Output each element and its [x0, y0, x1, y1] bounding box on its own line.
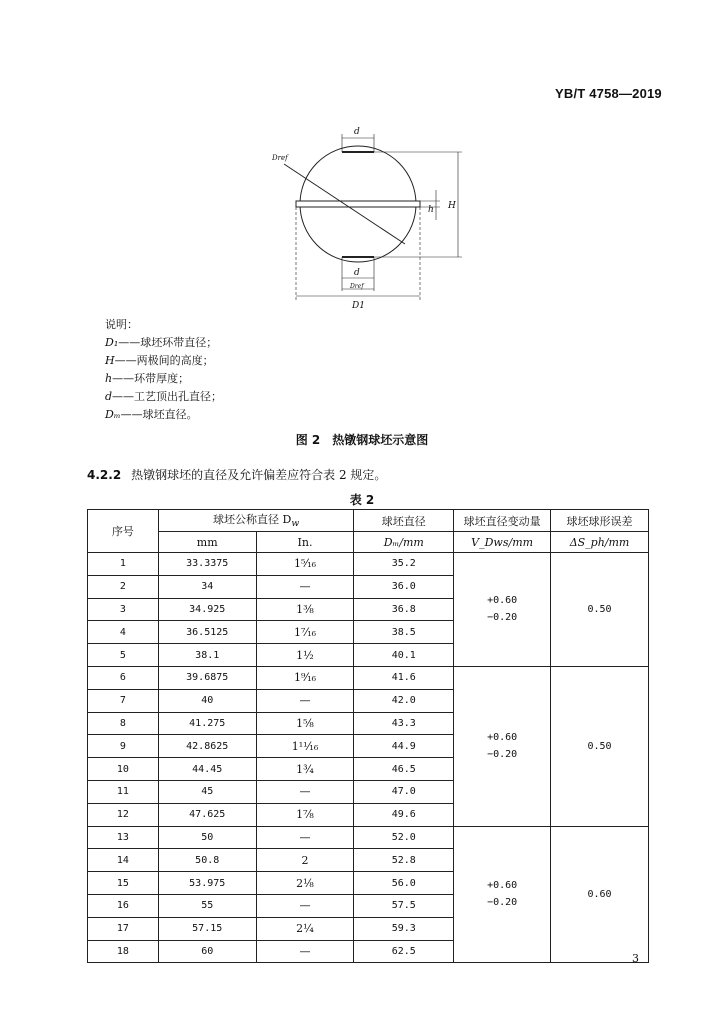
cell-inch: —: [256, 689, 354, 712]
label-d-ref-bottom: Dref: [350, 283, 364, 290]
table-title: 表 2: [349, 493, 375, 507]
cell-seq: 4: [88, 621, 159, 644]
cell-seq: 12: [88, 803, 159, 826]
ball-blank-diagram: [262, 120, 482, 320]
cell-seq: 9: [88, 735, 159, 758]
cell-form-error: 0.50: [551, 553, 649, 667]
diameter-table: [87, 509, 649, 963]
cell-form-error: 0.60: [551, 826, 649, 963]
label-h: h: [428, 205, 434, 215]
cell-inch: 1⁹⁄₁₆: [256, 666, 354, 689]
cell-mm: 36.5125: [158, 621, 256, 644]
cell-dm: 36.8: [354, 598, 454, 621]
cell-mm: 53.975: [158, 872, 256, 895]
table-row: [88, 826, 649, 849]
label-H: H: [448, 201, 456, 211]
tol-plus: +0.60: [487, 732, 518, 744]
cell-mm: 33.3375: [158, 553, 256, 576]
figure-caption: 图 2 热镦钢球坯示意图: [295, 433, 429, 447]
cell-seq: 15: [88, 872, 159, 895]
cell-seq: 17: [88, 917, 159, 940]
cell-dm: 42.0: [354, 689, 454, 712]
cell-dm: 46.5: [354, 758, 454, 781]
cell-form-error: 0.50: [551, 666, 649, 826]
cell-variation: [454, 666, 551, 826]
cell-dm: 57.5: [354, 894, 454, 917]
tol-minus: −0.20: [487, 612, 518, 624]
cell-inch: 1¹¹⁄₁₆: [256, 735, 354, 758]
cell-seq: 14: [88, 849, 159, 872]
cell-seq: 1: [88, 553, 159, 576]
cell-seq: 2: [88, 575, 159, 598]
header-mm: mm: [158, 532, 256, 553]
header-nominal: 球坯公称直径 $D_w$: [158, 510, 354, 532]
cell-mm: 41.275: [158, 712, 256, 735]
cell-dm: 43.3: [354, 712, 454, 735]
cell-seq: 8: [88, 712, 159, 735]
header-diameter: 球坯直径: [354, 510, 454, 532]
cell-variation: [454, 826, 551, 963]
cell-dm: 62.5: [354, 940, 454, 963]
header-variation: 球坯直径变动量: [454, 510, 551, 532]
cell-inch: 2¼: [256, 917, 354, 940]
cell-seq: 5: [88, 644, 159, 667]
label-d-ref: Dref: [272, 154, 288, 162]
cell-dm: 44.9: [354, 735, 454, 758]
cell-seq: 10: [88, 758, 159, 781]
cell-dm: 35.2: [354, 553, 454, 576]
cell-inch: —: [256, 894, 354, 917]
cell-dm: 52.0: [354, 826, 454, 849]
cell-seq: 6: [88, 666, 159, 689]
table-row: [88, 553, 649, 576]
cell-dm: 40.1: [354, 644, 454, 667]
legend-item: d——工艺顶出孔直径；: [105, 390, 223, 403]
tol-plus: +0.60: [487, 595, 518, 607]
header-form-error: 球坯球形误差: [551, 510, 649, 532]
belt-band: [296, 201, 420, 207]
header-in: In.: [256, 532, 354, 553]
cell-mm: 60: [158, 940, 256, 963]
cell-mm: 55: [158, 894, 256, 917]
cell-mm: 40: [158, 689, 256, 712]
cell-dm: 36.0: [354, 575, 454, 598]
tol-plus: +0.60: [487, 880, 518, 892]
cell-seq: 11: [88, 780, 159, 803]
figure-legend: [105, 316, 222, 424]
header-dsph: ΔS_ph/mm: [551, 532, 649, 553]
standard-number: YB/T 4758—2019: [555, 86, 662, 101]
cell-seq: 3: [88, 598, 159, 621]
cell-inch: —: [256, 575, 354, 598]
cell-mm: 42.8625: [158, 735, 256, 758]
table-row: [88, 666, 649, 689]
page-number: 3: [632, 952, 639, 965]
clause-number: 4.2.2: [87, 468, 122, 482]
clause-4-2-2: [87, 466, 386, 483]
legend-item: Dₘ——球坯直径。: [105, 408, 198, 421]
tol-minus: −0.20: [487, 749, 518, 761]
cell-mm: 50: [158, 826, 256, 849]
label-d1: D1: [352, 301, 365, 311]
cell-dm: 52.8: [354, 849, 454, 872]
header-vdws: V_Dws/mm: [454, 532, 551, 553]
cell-inch: 2: [256, 849, 354, 872]
tol-minus: −0.20: [487, 897, 518, 909]
cell-inch: 1⁷⁄₁₆: [256, 621, 354, 644]
legend-item: H——两极间的高度；: [105, 354, 214, 367]
cell-dm: 59.3: [354, 917, 454, 940]
cell-inch: 1¾: [256, 758, 354, 781]
legend-title: 说明：: [105, 318, 138, 331]
cell-dm: 38.5: [354, 621, 454, 644]
cell-inch: 1⁷⁄₈: [256, 803, 354, 826]
cell-seq: 7: [88, 689, 159, 712]
legend-item: D₁——球坯环带直径；: [105, 336, 218, 349]
cell-mm: 45: [158, 780, 256, 803]
cell-mm: 57.15: [158, 917, 256, 940]
cell-inch: 1⁵⁄₈: [256, 712, 354, 735]
cell-inch: —: [256, 940, 354, 963]
cell-mm: 50.8: [158, 849, 256, 872]
cell-inch: 1⁵⁄₁₆: [256, 553, 354, 576]
cell-inch: 1½: [256, 644, 354, 667]
cell-mm: 39.6875: [158, 666, 256, 689]
cell-mm: 38.1: [158, 644, 256, 667]
cell-dm: 49.6: [354, 803, 454, 826]
cell-inch: 1³⁄₈: [256, 598, 354, 621]
cell-mm: 34: [158, 575, 256, 598]
cell-inch: 2⅛: [256, 872, 354, 895]
header-seq: 序号: [88, 510, 159, 553]
header-dm: Dₘ/mm: [354, 532, 454, 553]
cell-dm: 56.0: [354, 872, 454, 895]
cell-inch: —: [256, 780, 354, 803]
label-d-bottom: d: [354, 268, 360, 278]
label-d-top: d: [354, 127, 360, 137]
cell-seq: 18: [88, 940, 159, 963]
cell-mm: 47.625: [158, 803, 256, 826]
cell-dm: 41.6: [354, 666, 454, 689]
cell-mm: 34.925: [158, 598, 256, 621]
cell-inch: —: [256, 826, 354, 849]
cell-dm: 47.0: [354, 780, 454, 803]
cell-seq: 13: [88, 826, 159, 849]
clause-text: 热镦钢球坯的直径及允许偏差应符合表 2 规定。: [131, 468, 387, 482]
cell-variation: [454, 553, 551, 667]
legend-item: h——环带厚度；: [105, 372, 190, 385]
cell-seq: 16: [88, 894, 159, 917]
cell-mm: 44.45: [158, 758, 256, 781]
